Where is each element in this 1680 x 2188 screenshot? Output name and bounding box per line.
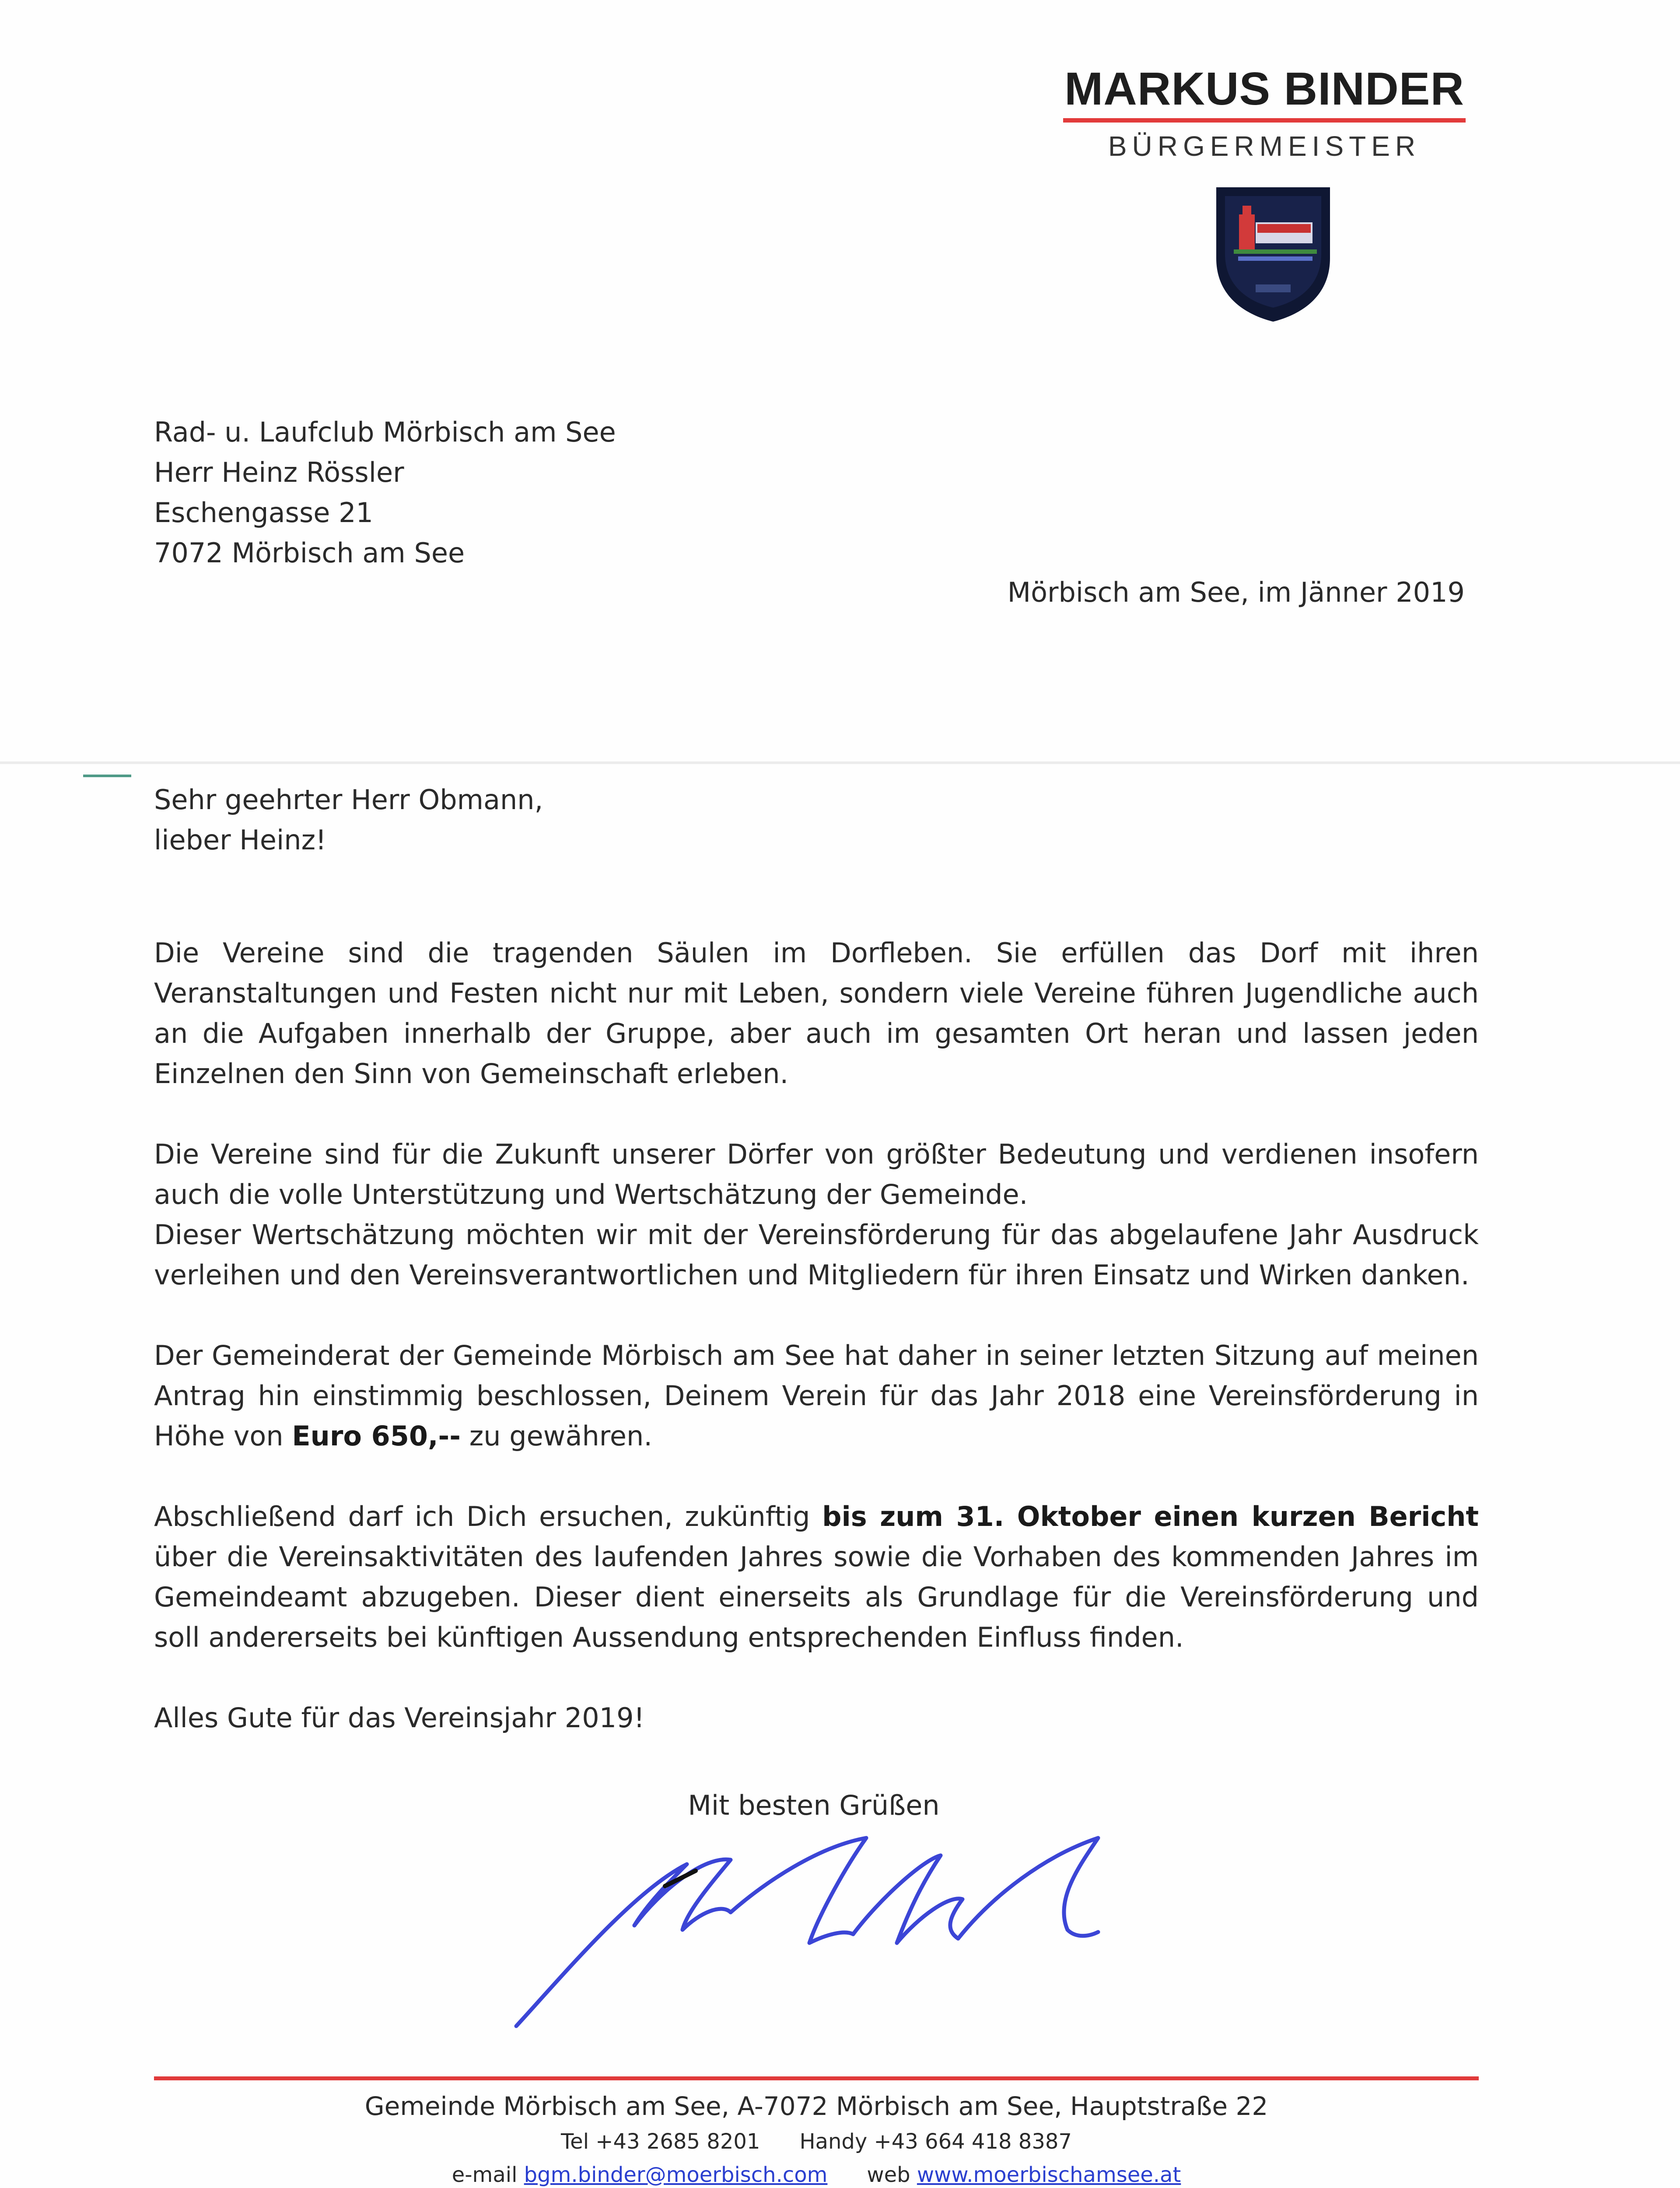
footer-email-label: e-mail — [452, 2163, 518, 2187]
recipient-address — [154, 412, 616, 573]
paragraph-3-text: Der Gemeinderat der Gemeinde Mörbisch am See hat daher in seiner letzten Sitzung auf meinen Antrag hin einstimmig beschlossen, Deinem Verein für das Jahr 2018 eine Vereinsförderung in Höhe von — [154, 1339, 1479, 1452]
letter-body — [154, 933, 1479, 1778]
paragraph-4-text: Abschließend darf ich Dich ersuchen, zukünftig — [154, 1501, 822, 1532]
recipient-organization: Rad- u. Laufclub Mörbisch am See — [154, 416, 616, 448]
footer-web-link[interactable]: www.moerbischamsee.at — [917, 2163, 1181, 2187]
paragraph-2-sentence-2: Dieser Wertschätzung möchten wir mit der Vereinsförderung für das abgelaufene Jahr Ausdruck verleihen und den Vereinsverantwortlichen und Mitgliedern für ihren Einsatz und Wirken danken. — [154, 1219, 1479, 1291]
paragraph-2-sentence-1: Die Vereine sind für die Zukunft unserer Dörfer von größter Bedeutung und verdienen insofern auch die volle Unterstützung und Wertschätzung der Gemeinde. — [154, 1138, 1479, 1210]
scan-fold-line — [0, 761, 1680, 764]
salutation-line-1: Sehr geehrter Herr Obmann, — [154, 784, 543, 816]
paragraph-4 — [154, 1497, 1479, 1658]
footer-address: Gemeinde Mörbisch am See, A-7072 Mörbisch am See, Hauptstraße 22 — [364, 2091, 1268, 2121]
letter-date: Mörbisch am See, im Jänner 2019 — [1007, 576, 1465, 608]
footer-handy: Handy +43 664 418 8387 — [799, 2129, 1072, 2154]
footer-red-rule — [154, 2076, 1479, 2080]
salutation-line-2: lieber Heinz! — [154, 824, 326, 856]
footer-web-label: web — [867, 2163, 910, 2187]
closing-greeting: Mit besten Grüßen — [688, 1789, 940, 1821]
footer-phones — [154, 2125, 1479, 2158]
grant-amount: Euro 650,-- — [292, 1420, 461, 1452]
fold-mark — [83, 775, 131, 777]
recipient-street: Eschengasse 21 — [154, 497, 373, 529]
mayor-name: MARKUS BINDER — [1064, 63, 1464, 115]
recipient-person: Herr Heinz Rössler — [154, 456, 404, 488]
letterhead-red-rule — [1063, 118, 1466, 123]
coat-of-arms-icon — [1212, 184, 1334, 324]
letter-footer — [154, 2087, 1479, 2188]
paragraph-2 — [154, 1134, 1479, 1295]
paragraph-3-end: zu gewähren. — [461, 1420, 653, 1452]
footer-email-link[interactable]: bgm.binder@moerbisch.com — [524, 2163, 828, 2187]
handwritten-signature — [503, 1829, 1186, 2039]
paragraph-4-end: über die Vereinsaktivitäten des laufenden Jahres sowie die Vorhaben des kommenden Jahres im Gemeindeamt abzugeben. Dieser dient einerseits als Grundlage für die Vereinsförderung und soll andererseits bei künftigen Aussendung entsprechenden Einfluss finden. — [154, 1541, 1479, 1653]
letterhead — [1059, 63, 1470, 162]
paragraph-5: Alles Gute für das Vereinsjahr 2019! — [154, 1702, 645, 1734]
footer-contacts — [154, 2158, 1479, 2188]
footer-tel: Tel +43 2685 8201 — [561, 2129, 760, 2154]
mayor-title: BÜRGERMEISTER — [1108, 130, 1421, 162]
recipient-city: 7072 Mörbisch am See — [154, 537, 465, 569]
paragraph-1: Die Vereine sind die tragenden Säulen im Dorfleben. Sie erfüllen das Dorf mit ihren Veranstaltungen und Festen nicht nur mit Leben, sondern viele Vereine führen Jugendliche auch an die Aufgaben innerhalb der Gruppe, aber auch im gesamten Ort heran und lassen jeden Einzelnen den Sinn von Gemeinschaft erleben. — [154, 937, 1479, 1090]
report-deadline: bis zum 31. Oktober einen kurzen Bericht — [822, 1501, 1479, 1532]
paragraph-3 — [154, 1336, 1479, 1456]
salutation — [154, 780, 543, 860]
